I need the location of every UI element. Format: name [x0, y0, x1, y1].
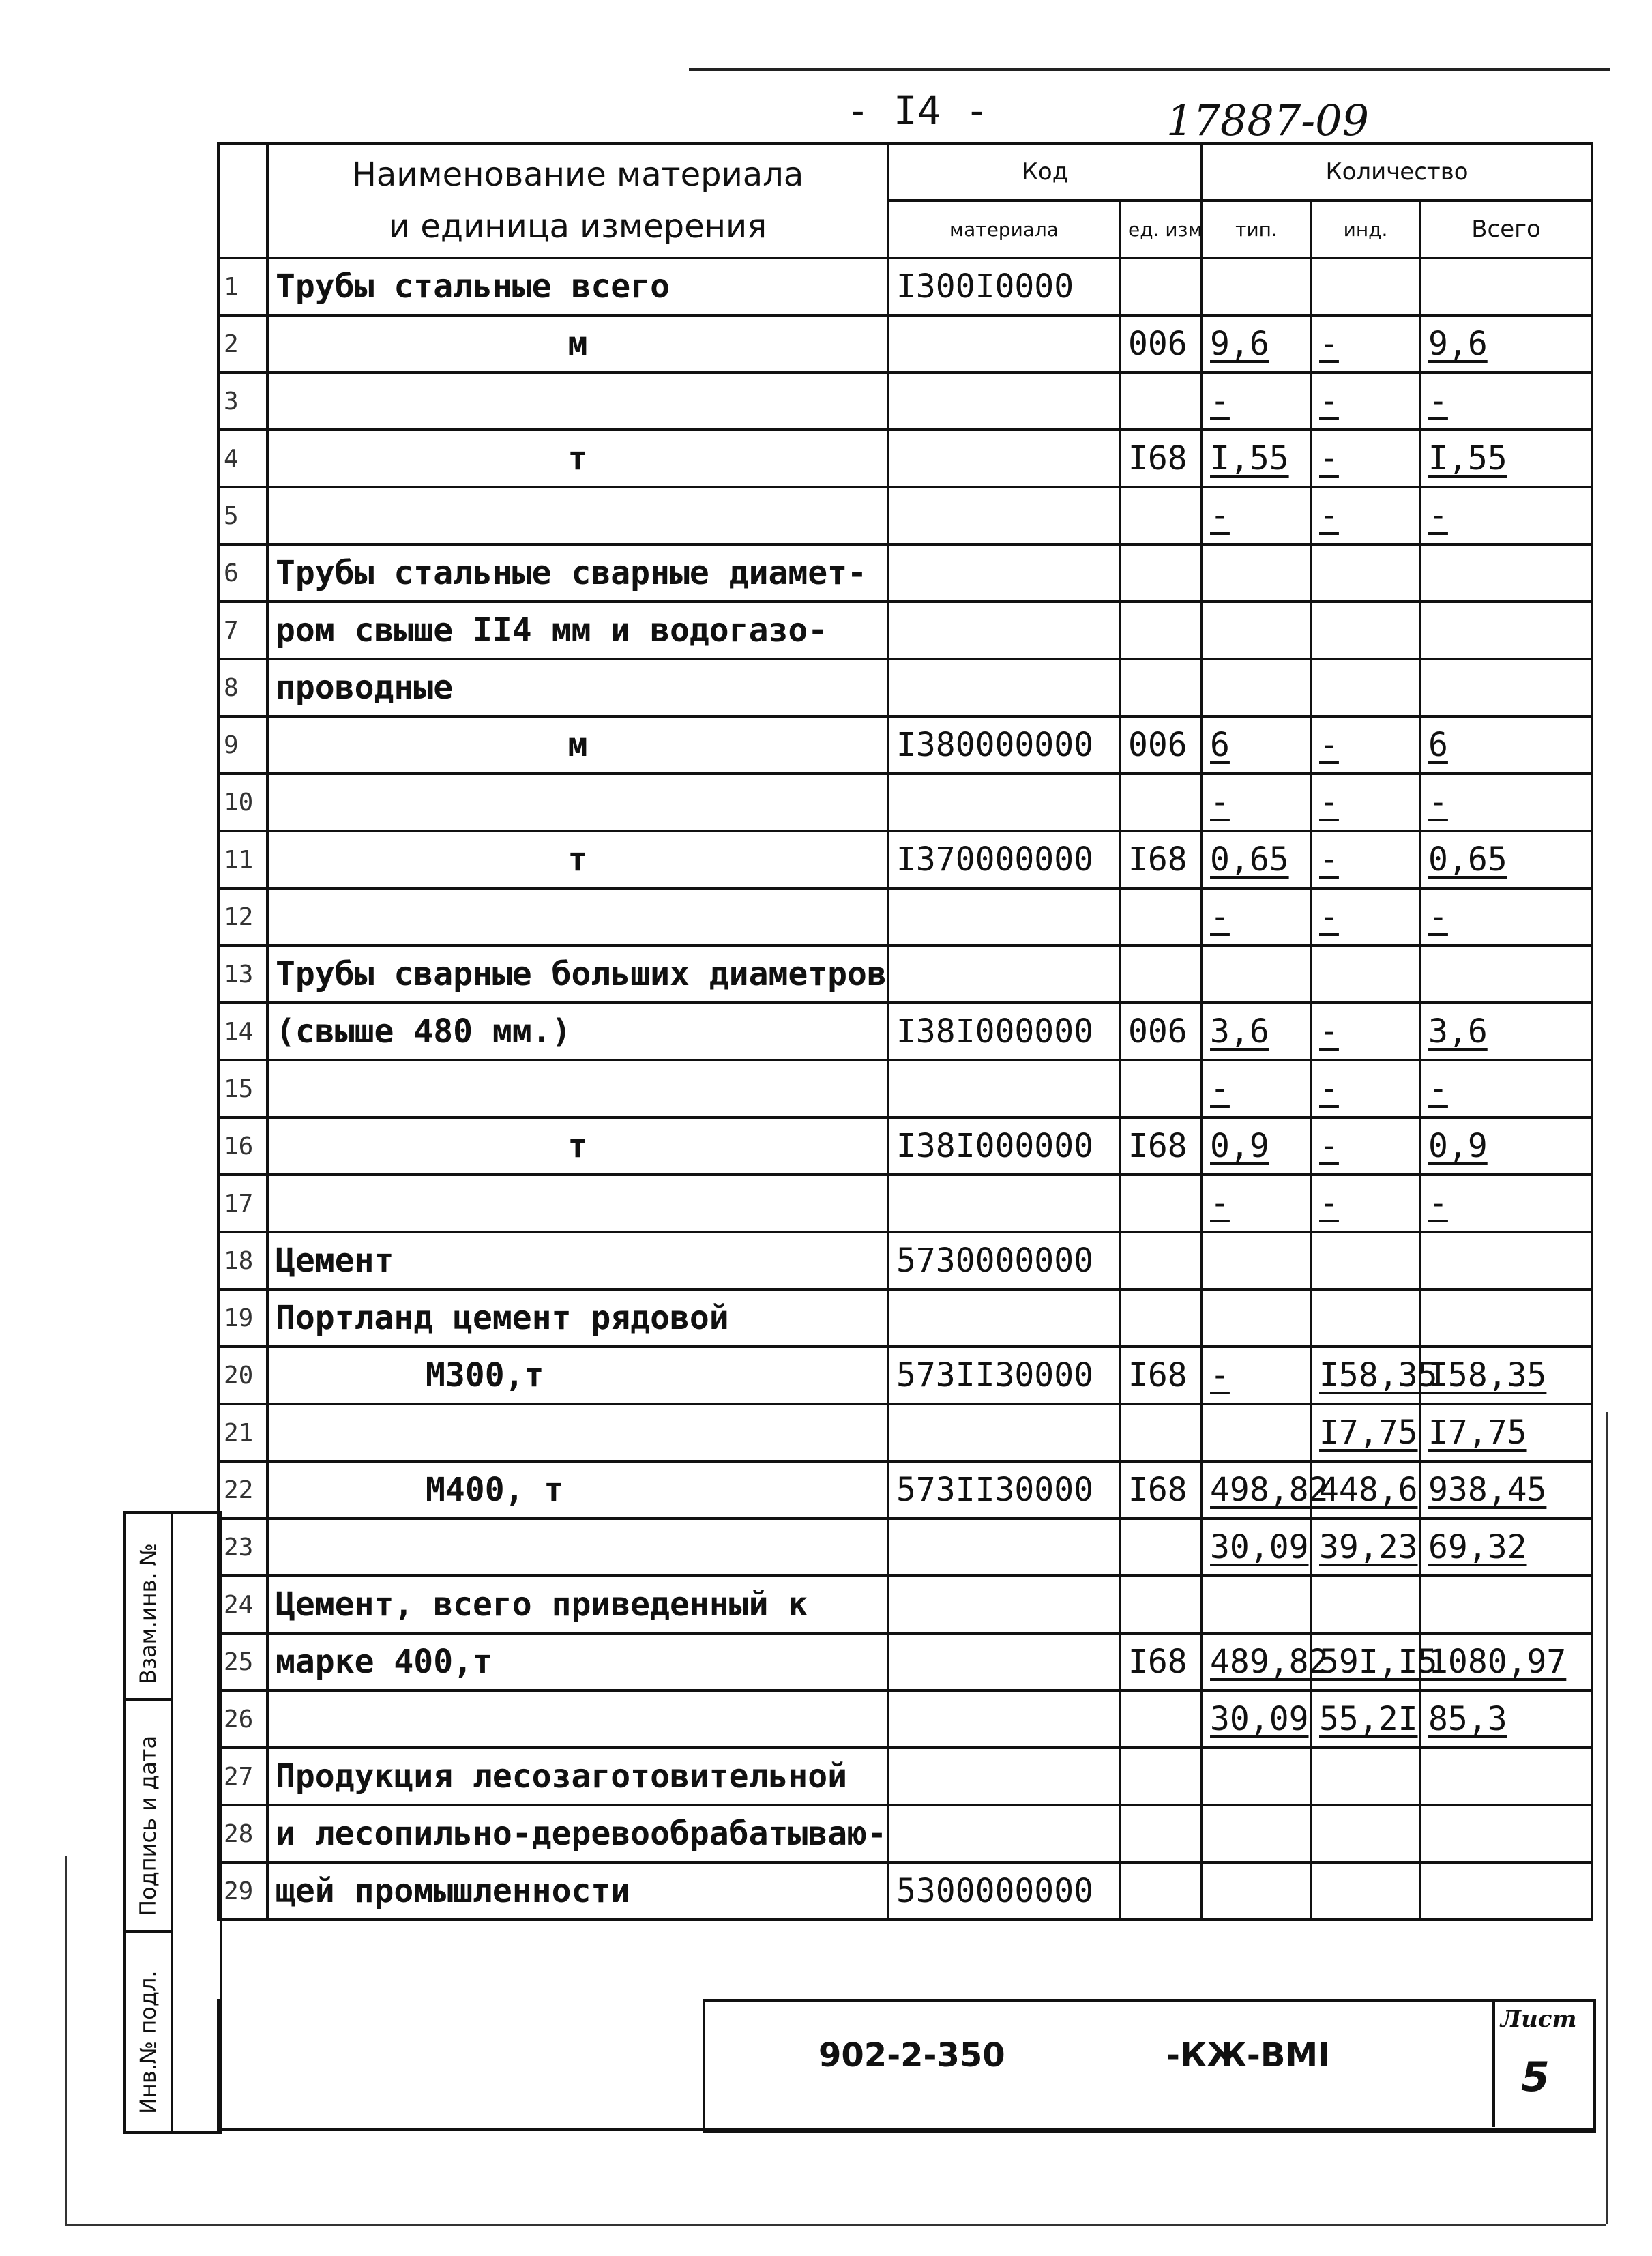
qty-ind: 55,2I [1311, 1690, 1420, 1748]
qty-typ [1202, 1232, 1311, 1289]
qty-typ: - [1202, 372, 1311, 430]
material-code [888, 430, 1120, 487]
row-number: 28 [218, 1805, 267, 1862]
row-number: 13 [218, 946, 267, 1003]
material-name: Цемент, всего приведенный к [267, 1576, 888, 1633]
quantity-header: Количество [1202, 143, 1592, 201]
table-row [218, 1232, 1592, 1289]
unit-code [1120, 888, 1202, 946]
material-code [888, 1633, 1120, 1690]
material-code-header: материала [888, 201, 1120, 258]
material-name: Трубы стальные сварные диамет- [267, 544, 888, 602]
material-name: М300,т [267, 1347, 888, 1404]
unit-code: I68 [1120, 831, 1202, 888]
row-number: 5 [218, 487, 267, 544]
unit-code [1120, 258, 1202, 315]
unit-code [1120, 487, 1202, 544]
qty-ind [1311, 659, 1420, 716]
material-code [888, 1175, 1120, 1232]
material-code [888, 1805, 1120, 1862]
qty-total: - [1420, 487, 1592, 544]
row-number: 6 [218, 544, 267, 602]
qty-ind [1311, 1805, 1420, 1862]
code-header: Код [888, 143, 1202, 201]
row-number: 21 [218, 1404, 267, 1461]
material-code [888, 774, 1120, 831]
name-header: Наименование материала и единица измерения [267, 143, 888, 258]
qty-typ [1202, 1805, 1311, 1862]
material-name [267, 1519, 888, 1576]
qty-ind [1311, 1576, 1420, 1633]
table-row [218, 1862, 1592, 1920]
qty-ind: - [1311, 1003, 1420, 1060]
qty-ind [1311, 1862, 1420, 1920]
material-name: Продукция лесозаготовительной [267, 1748, 888, 1805]
material-code: I370000000 [888, 831, 1120, 888]
table-row [218, 1404, 1592, 1461]
qty-ind: - [1311, 372, 1420, 430]
ind-header: инд. [1311, 201, 1420, 258]
qty-ind: - [1311, 1060, 1420, 1117]
table-row [218, 1633, 1592, 1690]
sheet-label: Лист [1501, 2006, 1577, 2033]
material-code [888, 315, 1120, 372]
qty-typ: - [1202, 888, 1311, 946]
unit-code [1120, 544, 1202, 602]
qty-total: I58,35 [1420, 1347, 1592, 1404]
material-name: м [267, 315, 888, 372]
unit-code [1120, 1690, 1202, 1748]
table-row [218, 1003, 1592, 1060]
row-number: 15 [218, 1060, 267, 1117]
unit-code: 006 [1120, 1003, 1202, 1060]
unit-code: I68 [1120, 1347, 1202, 1404]
table-row [218, 1175, 1592, 1232]
material-name: марке 400,т [267, 1633, 888, 1690]
material-code [888, 1576, 1120, 1633]
table-row [218, 258, 1592, 315]
table-row [218, 1805, 1592, 1862]
qty-ind [1311, 602, 1420, 659]
qty-typ: I,55 [1202, 430, 1311, 487]
material-name [267, 1175, 888, 1232]
table-row [218, 1690, 1592, 1748]
unit-code [1120, 659, 1202, 716]
table-row [218, 315, 1592, 372]
qty-total: 6 [1420, 716, 1592, 774]
table-row [218, 602, 1592, 659]
qty-ind: - [1311, 1117, 1420, 1175]
qty-ind: 39,23 [1311, 1519, 1420, 1576]
total-header: Всего [1420, 201, 1592, 258]
material-name: т [267, 430, 888, 487]
qty-total: I,55 [1420, 430, 1592, 487]
table-row [218, 1519, 1592, 1576]
unit-code [1120, 1404, 1202, 1461]
row-number: 12 [218, 888, 267, 946]
table-row [218, 888, 1592, 946]
qty-typ [1202, 544, 1311, 602]
unit-code [1120, 1289, 1202, 1347]
right-rule [1606, 1412, 1608, 2224]
qty-ind [1311, 1232, 1420, 1289]
material-name: проводные [267, 659, 888, 716]
material-code [888, 1690, 1120, 1748]
table-row [218, 1461, 1592, 1519]
qty-total: 3,6 [1420, 1003, 1592, 1060]
qty-ind: I7,75 [1311, 1404, 1420, 1461]
sidebar-cell-inv-orig: Инв.№ подл. [135, 1970, 161, 2114]
unit-code [1120, 774, 1202, 831]
material-code: 573II30000 [888, 1347, 1120, 1404]
qty-ind [1311, 946, 1420, 1003]
qty-typ [1202, 1404, 1311, 1461]
material-code [888, 372, 1120, 430]
unit-code [1120, 1175, 1202, 1232]
qty-total [1420, 258, 1592, 315]
unit-code: I68 [1120, 430, 1202, 487]
qty-total: - [1420, 1060, 1592, 1117]
row-number: 7 [218, 602, 267, 659]
qty-typ [1202, 1576, 1311, 1633]
qty-total: 0,65 [1420, 831, 1592, 888]
material-name: (свыше 480 мм.) [267, 1003, 888, 1060]
material-name: т [267, 831, 888, 888]
table-row [218, 487, 1592, 544]
material-name: ром свыше II4 мм и водогазо- [267, 602, 888, 659]
qty-total: 938,45 [1420, 1461, 1592, 1519]
qty-total [1420, 544, 1592, 602]
table-row [218, 1748, 1592, 1805]
row-number: 22 [218, 1461, 267, 1519]
qty-ind: - [1311, 487, 1420, 544]
materials-table [217, 142, 1593, 1921]
qty-typ: 6 [1202, 716, 1311, 774]
qty-total: - [1420, 372, 1592, 430]
material-code [888, 544, 1120, 602]
qty-total: 1080,97 [1420, 1633, 1592, 1690]
qty-total [1420, 1805, 1592, 1862]
unit-code: I68 [1120, 1461, 1202, 1519]
qty-ind [1311, 258, 1420, 315]
sidebar-cell-inv-replace: Взам.инв. № [126, 1514, 171, 1701]
unit-code [1120, 1748, 1202, 1805]
row-number: 9 [218, 716, 267, 774]
material-name: Портланд цемент рядовой [267, 1289, 888, 1347]
row-number: 3 [218, 372, 267, 430]
qty-total: 9,6 [1420, 315, 1592, 372]
material-name [267, 1060, 888, 1117]
material-code: I300I0000 [888, 258, 1120, 315]
qty-typ: 30,09 [1202, 1519, 1311, 1576]
material-code: I38I000000 [888, 1003, 1120, 1060]
material-code: I38I000000 [888, 1117, 1120, 1175]
qty-total [1420, 1289, 1592, 1347]
qty-ind: - [1311, 831, 1420, 888]
material-code [888, 659, 1120, 716]
left-rule [65, 1856, 67, 2224]
qty-ind: - [1311, 888, 1420, 946]
qty-total: 0,9 [1420, 1117, 1592, 1175]
material-name: Трубы сварные больших диаметров [267, 946, 888, 1003]
qty-typ: - [1202, 1175, 1311, 1232]
row-number: 8 [218, 659, 267, 716]
row-number: 25 [218, 1633, 267, 1690]
material-code [888, 602, 1120, 659]
material-name: Цемент [267, 1232, 888, 1289]
row-number-header [218, 143, 267, 258]
row-number: 16 [218, 1117, 267, 1175]
qty-ind: - [1311, 315, 1420, 372]
sidebar-cell-sign-date: Подпись и дата [126, 1698, 171, 1933]
qty-typ [1202, 946, 1311, 1003]
qty-total: - [1420, 774, 1592, 831]
material-name: щей промышленности [267, 1862, 888, 1920]
material-name: М400, т [267, 1461, 888, 1519]
unit-code [1120, 372, 1202, 430]
qty-typ: - [1202, 487, 1311, 544]
unit-code [1120, 946, 1202, 1003]
row-number: 20 [218, 1347, 267, 1404]
unit-code [1120, 1519, 1202, 1576]
qty-total [1420, 1576, 1592, 1633]
stamp-code: 902-2-350 [818, 2036, 1005, 2075]
table-row [218, 1060, 1592, 1117]
unit-code: I68 [1120, 1117, 1202, 1175]
material-code [888, 946, 1120, 1003]
material-code: 573II30000 [888, 1461, 1120, 1519]
sheet-number: 5 [1521, 2053, 1550, 2101]
table-row [218, 774, 1592, 831]
row-number: 11 [218, 831, 267, 888]
row-number: 27 [218, 1748, 267, 1805]
material-code [888, 1060, 1120, 1117]
unit-code [1120, 602, 1202, 659]
material-code: I380000000 [888, 716, 1120, 774]
qty-total [1420, 602, 1592, 659]
row-number: 26 [218, 1690, 267, 1748]
qty-total: - [1420, 1175, 1592, 1232]
qty-ind: - [1311, 774, 1420, 831]
material-name [267, 774, 888, 831]
material-name [267, 372, 888, 430]
material-code [888, 1289, 1120, 1347]
qty-ind: 448,6 [1311, 1461, 1420, 1519]
qty-typ: 0,9 [1202, 1117, 1311, 1175]
qty-typ [1202, 1862, 1311, 1920]
material-name [267, 888, 888, 946]
qty-typ: 0,65 [1202, 831, 1311, 888]
table-row [218, 1347, 1592, 1404]
qty-ind: - [1311, 1175, 1420, 1232]
qty-total: - [1420, 888, 1592, 946]
unit-code: I68 [1120, 1633, 1202, 1690]
qty-typ [1202, 1748, 1311, 1805]
row-number: 1 [218, 258, 267, 315]
row-number: 19 [218, 1289, 267, 1347]
table-row [218, 372, 1592, 430]
row-number: 14 [218, 1003, 267, 1060]
material-name: и лесопильно-деревообрабатываю- [267, 1805, 888, 1862]
material-name: м [267, 716, 888, 774]
qty-typ [1202, 258, 1311, 315]
qty-typ: - [1202, 1347, 1311, 1404]
qty-ind [1311, 544, 1420, 602]
qty-total [1420, 1862, 1592, 1920]
material-name [267, 487, 888, 544]
material-code: 5300000000 [888, 1862, 1120, 1920]
material-code [888, 888, 1120, 946]
qty-ind: I58,35 [1311, 1347, 1420, 1404]
row-number: 2 [218, 315, 267, 372]
material-code [888, 487, 1120, 544]
qty-total [1420, 659, 1592, 716]
table-row [218, 544, 1592, 602]
qty-typ: 489,82 [1202, 1633, 1311, 1690]
qty-total [1420, 946, 1592, 1003]
qty-total: 85,3 [1420, 1690, 1592, 1748]
table-row [218, 716, 1592, 774]
unit-code [1120, 1862, 1202, 1920]
top-rule [689, 68, 1610, 71]
unit-code [1120, 1232, 1202, 1289]
material-name [267, 1404, 888, 1461]
material-code [888, 1404, 1120, 1461]
unit-code: 006 [1120, 716, 1202, 774]
qty-typ: 3,6 [1202, 1003, 1311, 1060]
qty-ind: - [1311, 716, 1420, 774]
approval-sidebar [123, 1511, 222, 2134]
qty-typ [1202, 1289, 1311, 1347]
material-name: т [267, 1117, 888, 1175]
qty-total [1420, 1748, 1592, 1805]
row-number: 23 [218, 1519, 267, 1576]
footer-rule [65, 2224, 1606, 2226]
table-row [218, 1117, 1592, 1175]
material-code [888, 1519, 1120, 1576]
stamp-suffix: -КЖ-ВМI [1166, 2036, 1331, 2075]
typ-header: тип. [1202, 201, 1311, 258]
document-number: 17887-09 [1166, 96, 1370, 145]
qty-total: 69,32 [1420, 1519, 1592, 1576]
unit-header: ед. изм [1120, 201, 1202, 258]
page-number: - I4 - [846, 87, 989, 134]
qty-typ: - [1202, 774, 1311, 831]
qty-ind: - [1311, 430, 1420, 487]
qty-ind [1311, 1748, 1420, 1805]
unit-code [1120, 1576, 1202, 1633]
material-code: 5730000000 [888, 1232, 1120, 1289]
qty-total: I7,75 [1420, 1404, 1592, 1461]
table-row [218, 1576, 1592, 1633]
qty-typ: 30,09 [1202, 1690, 1311, 1748]
qty-ind [1311, 1289, 1420, 1347]
row-number: 10 [218, 774, 267, 831]
unit-code [1120, 1060, 1202, 1117]
qty-typ: 498,82 [1202, 1461, 1311, 1519]
qty-typ: - [1202, 1060, 1311, 1117]
qty-ind: 59I,I5 [1311, 1633, 1420, 1690]
table-row [218, 430, 1592, 487]
unit-code [1120, 1805, 1202, 1862]
row-number: 29 [218, 1862, 267, 1920]
qty-total [1420, 1232, 1592, 1289]
material-name [267, 1690, 888, 1748]
table-header-row-1 [218, 143, 1592, 201]
material-name: Трубы стальные всего [267, 258, 888, 315]
table-row [218, 831, 1592, 888]
unit-code: 006 [1120, 315, 1202, 372]
material-code [888, 1748, 1120, 1805]
table-row [218, 946, 1592, 1003]
qty-typ [1202, 602, 1311, 659]
row-number: 4 [218, 430, 267, 487]
row-number: 18 [218, 1232, 267, 1289]
row-number: 17 [218, 1175, 267, 1232]
qty-typ [1202, 659, 1311, 716]
row-number: 24 [218, 1576, 267, 1633]
table-row [218, 659, 1592, 716]
table-row [218, 1289, 1592, 1347]
qty-typ: 9,6 [1202, 315, 1311, 372]
